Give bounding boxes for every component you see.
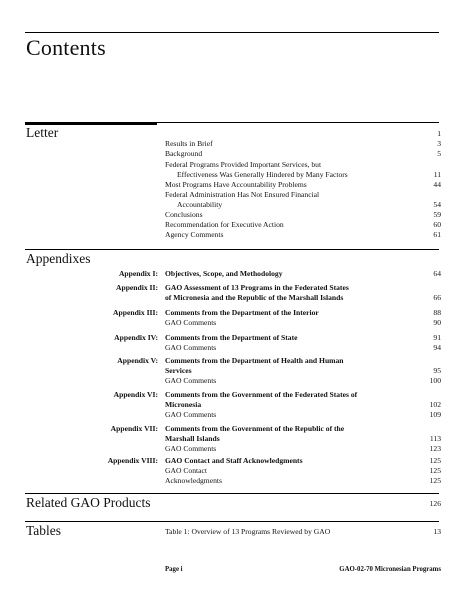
- appendix-label: Appendix VII:: [110, 424, 158, 433]
- appendix-label: Appendix VIII:: [107, 456, 158, 465]
- appendix-label: Appendix I:: [118, 269, 158, 278]
- page-title: Contents: [26, 35, 106, 60]
- letter-heading: Letter: [26, 125, 59, 140]
- appendix-label: Appendix VI:: [113, 390, 158, 399]
- appendixes-heading: Appendixes: [26, 251, 91, 266]
- appendix-label: Appendix III:: [113, 308, 158, 317]
- appendix-label: Appendix V:: [117, 356, 158, 365]
- footer-page-number: Page i: [165, 566, 183, 573]
- related-rule: [25, 493, 439, 494]
- top-rule: [25, 32, 439, 33]
- appendix-label: Appendix II:: [116, 283, 158, 292]
- footer-report-id: GAO-02-70 Micronesian Programs: [339, 566, 441, 573]
- appendixes-rule: [25, 249, 439, 250]
- tables-heading: Tables: [26, 523, 62, 538]
- tables-rule: [25, 521, 439, 522]
- related-heading: Related GAO Products: [26, 495, 151, 510]
- appendix-label: Appendix IV:: [114, 333, 158, 342]
